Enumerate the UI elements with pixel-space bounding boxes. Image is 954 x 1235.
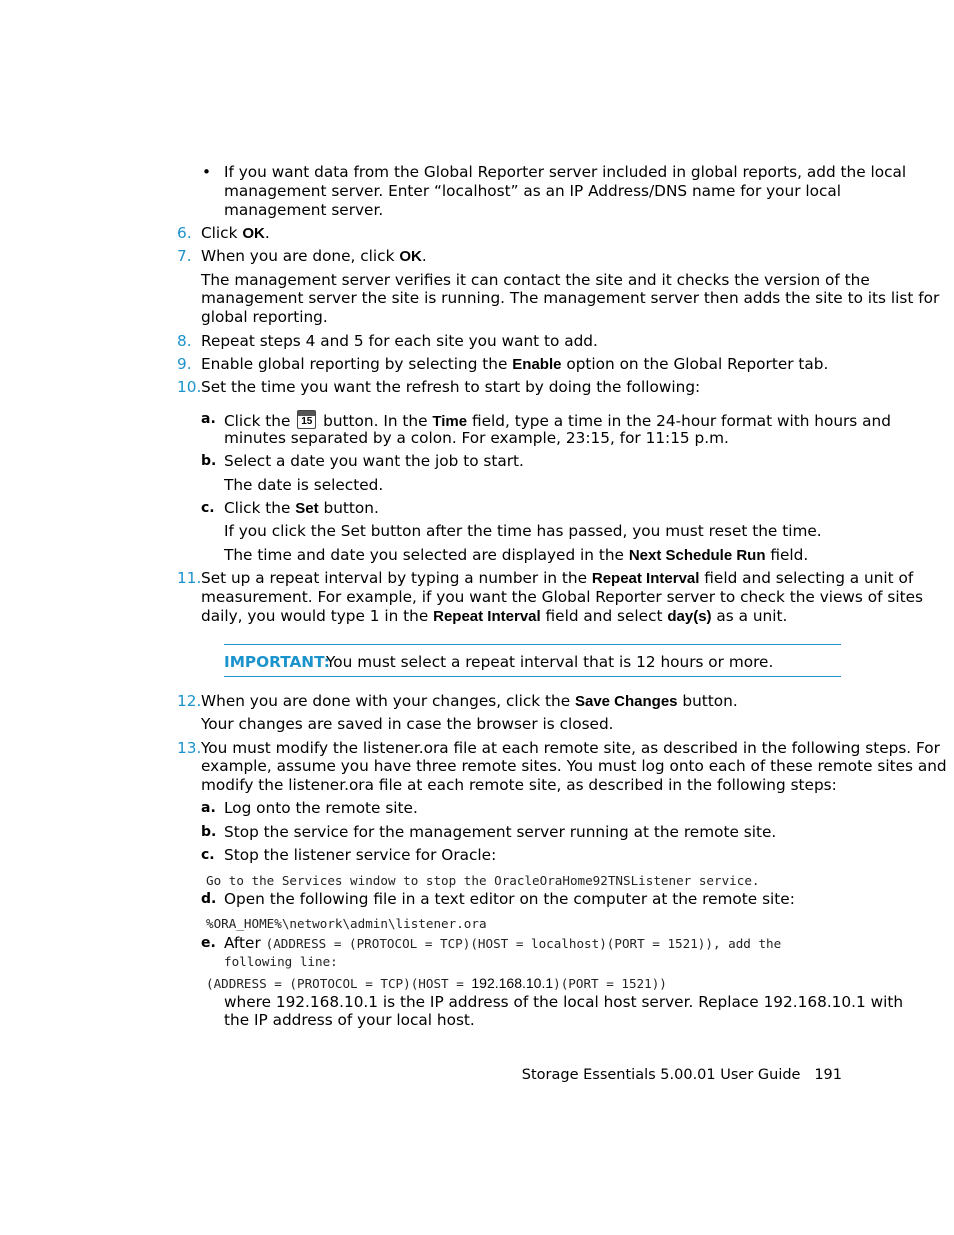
bullet-line-2: management server. Enter “localhost” as an IP Address/DNS name for your local [224,182,842,200]
step-6-number: 6. [177,224,192,242]
step-13c-letter: c. [201,847,215,863]
step-11-line-2: measurement. For example, if you want the Global Reporter server to check the views of sites [201,588,923,606]
step-12-note: Your changes are saved in case the browser is closed. [201,715,614,733]
important-bottom-rule [224,676,841,677]
step-9-text: Enable global reporting by selecting the Enable option on the Global Reporter tab. [201,355,829,373]
step-12-text: When you are done with your changes, click the Save Changes button. [201,692,738,710]
step-10a-letter: a. [201,411,216,427]
code-services-command: Go to the Services window to stop the OracleOraHome92TNSListener service. [206,873,760,888]
step-10b-letter: b. [201,453,217,469]
step-13a-letter: a. [201,800,216,816]
page-footer [522,1066,842,1085]
step-13e-line-2: following line: [224,954,338,969]
footer-title: Storage Essentials 5.00.01 User Guide [521,1067,801,1083]
step-13b-letter: b. [201,824,217,840]
step-8-text: Repeat steps 4 and 5 for each site you want to add. [201,332,598,350]
step-13c-text: Stop the listener service for Oracle: [224,846,497,864]
important-top-rule [224,644,841,645]
where-line-2: the IP address of your local host. [224,1011,475,1029]
step-13-line-3: modify the listener.ora file at each remote site, as described in the following steps: [201,776,837,794]
step-10c-note-2: The time and date you selected are displayed in the Next Schedule Run field. [224,546,809,564]
step-7-para-3: global reporting. [201,308,328,326]
calendar-icon[interactable]: 15 [297,410,316,429]
step-13-number: 13. [177,739,202,757]
step-13a-text: Log onto the remote site. [224,799,418,817]
step-8-number: 8. [177,332,192,350]
important-text: You must select a repeat interval that is 12 hours or more. [326,653,774,671]
step-10a-text: Click the 15 button. In the Time field, type a time in the 24-hour format with hours and [224,412,891,430]
step-13-line-2: example, assume you have three remote sites. You must log onto each of these remote sites and [201,757,947,775]
code-address-line: (ADDRESS = (PROTOCOL = TCP)(HOST = 192.168.10.1)(PORT = 1521)) [206,975,667,991]
page-number: 191 [814,1067,842,1083]
bullet-symbol: • [202,163,212,181]
step-10-text: Set the time you want the refresh to start by doing the following: [201,378,701,396]
step-11-line-1: Set up a repeat interval by typing a number in the Repeat Interval field and selecting a unit of [201,569,914,587]
step-13d-text: Open the following file in a text editor on the computer at the remote site: [224,890,795,908]
step-13d-letter: d. [201,891,217,907]
bullet-line-3: management server. [224,201,384,219]
step-13b-text: Stop the service for the management server running at the remote site. [224,823,777,841]
step-10-number: 10. [177,378,202,396]
step-7-number: 7. [177,247,192,265]
code-listener-path: %ORA_HOME%\network\admin\listener.ora [206,916,487,931]
step-13e-text: After (ADDRESS = (PROTOCOL = TCP)(HOST = localhost)(PORT = 1521)), add the [224,934,782,952]
step-10c-letter: c. [201,500,215,516]
step-11-line-3: daily, you would type 1 in the Repeat Interval field and select day(s) as a unit. [201,607,788,625]
step-10c-text: Click the Set button. [224,499,379,517]
step-11-number: 11. [177,569,202,587]
step-9-number: 9. [177,355,192,373]
step-13-line-1: You must modify the listener.ora file at each remote site, as described in the following steps. For [201,739,940,757]
step-12-number: 12. [177,692,202,710]
important-label: IMPORTANT: [224,653,330,671]
step-10b-text: Select a date you want the job to start. [224,452,524,470]
step-7-para-2: management server the site is running. The management server then adds the site to its list for [201,289,940,307]
step-7-text: When you are done, click OK. [201,247,427,265]
step-13e-letter: e. [201,935,216,951]
step-10a-line-2: minutes separated by a colon. For example, 23:15, for 11:15 p.m. [224,429,729,447]
step-10c-note-1: If you click the Set button after the time has passed, you must reset the time. [224,522,822,540]
where-line-1: where 192.168.10.1 is the IP address of the local host server. Replace 192.168.10.1 with [224,993,904,1011]
step-7-para-1: The management server verifies it can contact the site and it checks the version of the [201,271,870,289]
step-6-text: Click OK. [201,224,270,242]
step-10b-note: The date is selected. [224,476,384,494]
bullet-line-1: If you want data from the Global Reporter server included in global reports, add the local [224,163,907,181]
